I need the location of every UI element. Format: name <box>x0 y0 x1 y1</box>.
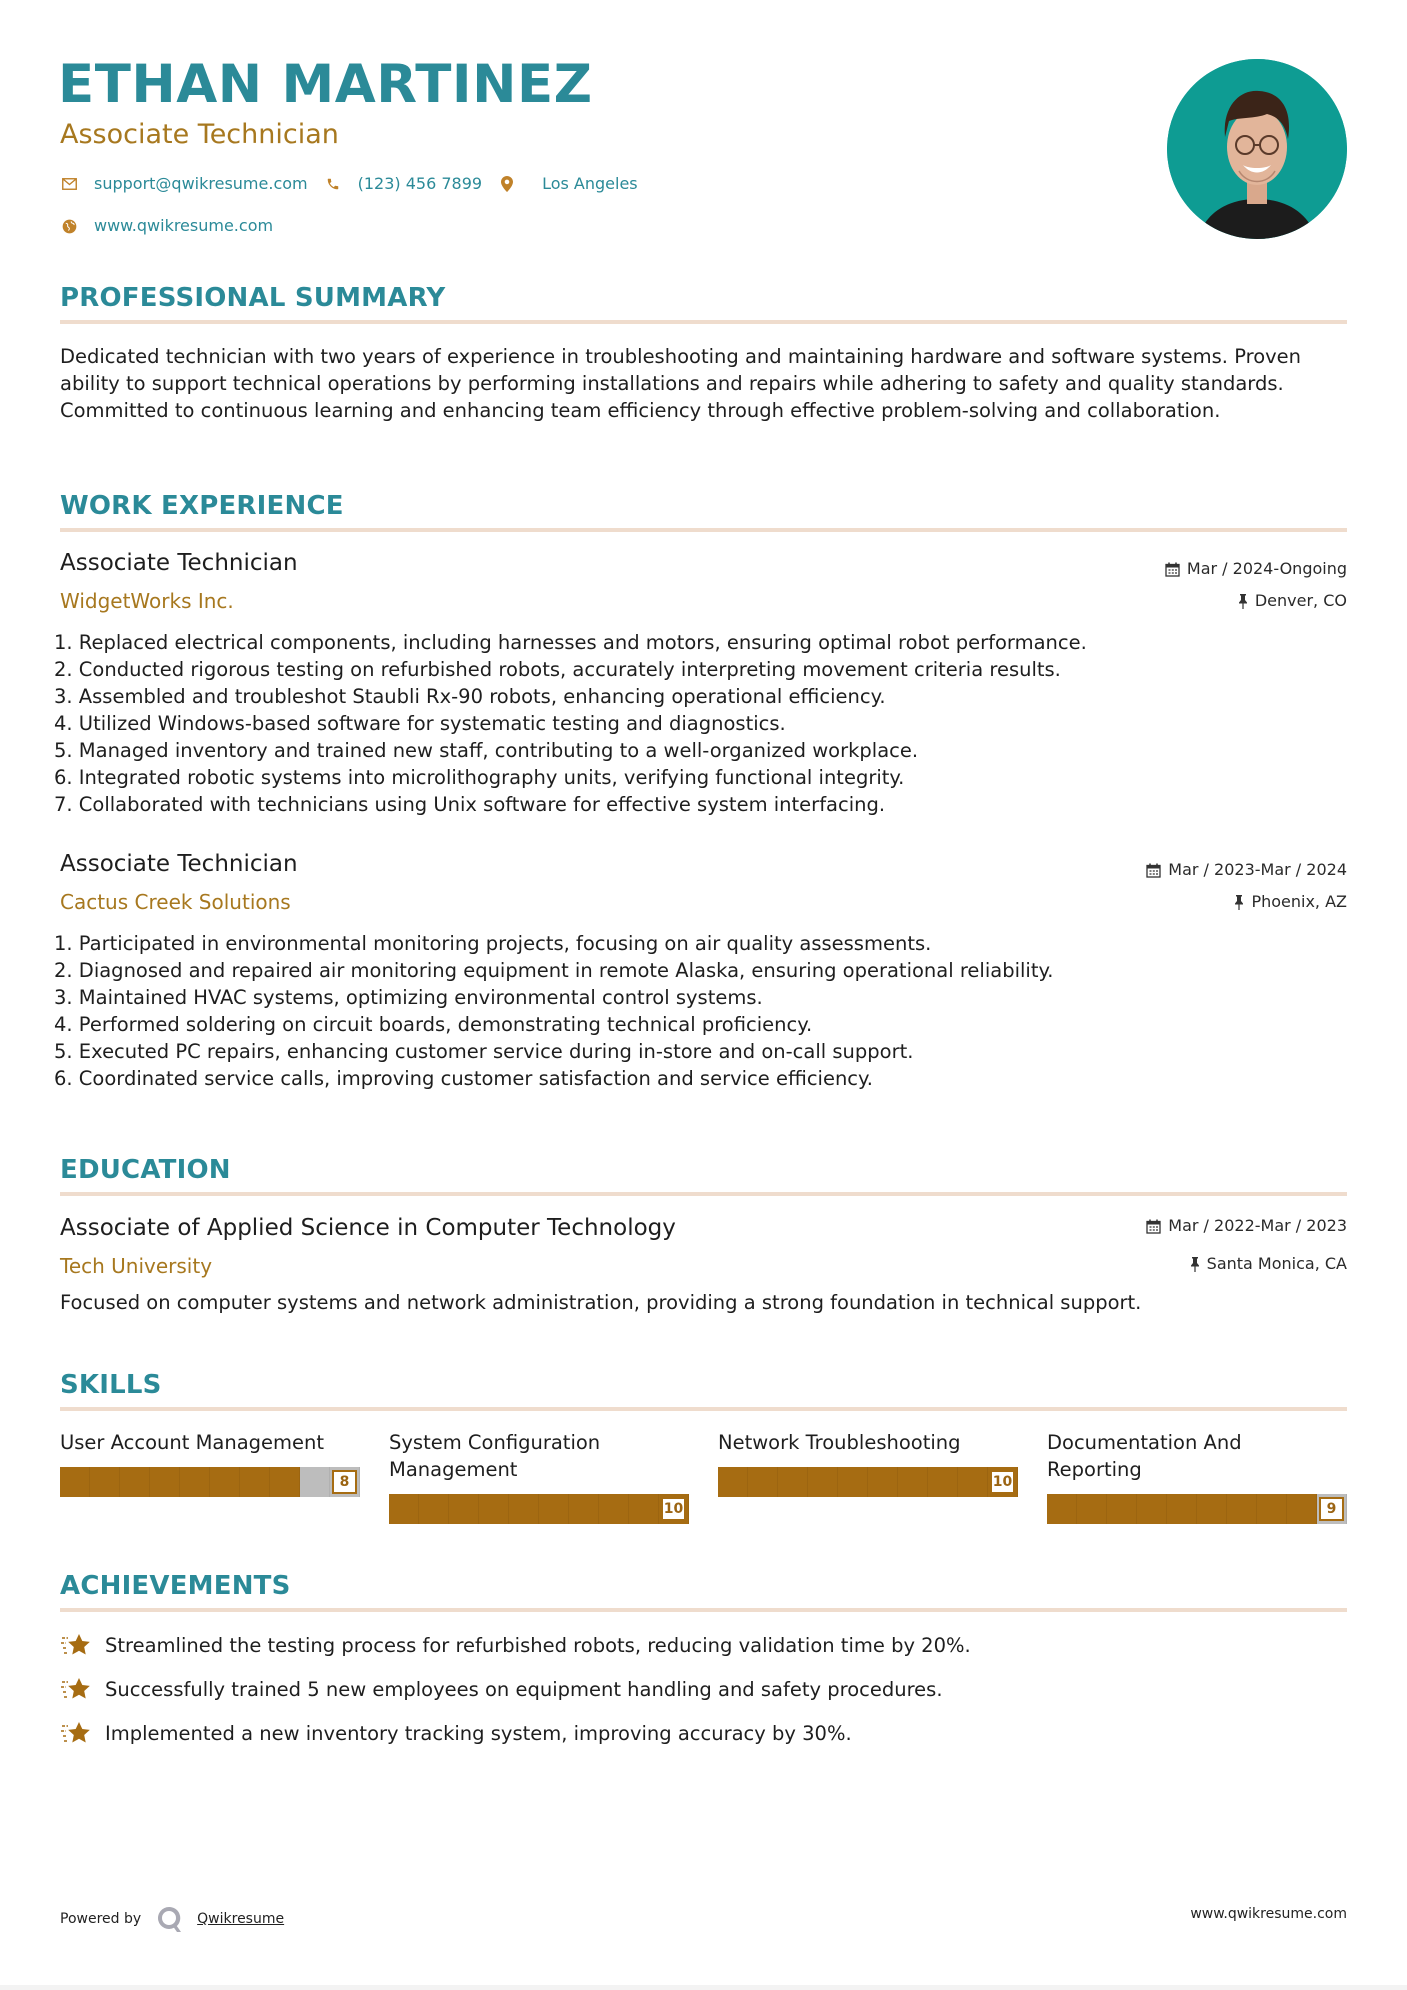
date-range: Mar / 2024-Ongoing <box>1186 559 1347 578</box>
location-text: Los Angeles <box>542 174 638 193</box>
phone-number[interactable]: (123) 456 7899 <box>357 174 483 193</box>
list-item: 5. Executed PC repairs, enhancing customer service during in-store and on-call support. <box>54 1040 914 1063</box>
job-responsibilities <box>54 629 1344 818</box>
map-pin-icon <box>498 175 516 193</box>
date-range: Mar / 2023-Mar / 2024 <box>1168 860 1347 879</box>
skill-item <box>718 1429 1018 1497</box>
footer-powered-by <box>60 1904 284 1934</box>
page-bottom-edge <box>0 1985 1407 1990</box>
skill-rating-bar <box>389 1494 689 1524</box>
section-heading-experience: WORK EXPERIENCE <box>60 491 344 521</box>
star-achievement-icon <box>60 1676 92 1704</box>
skill-rating-bar <box>718 1467 1018 1497</box>
education-location <box>1190 1256 1347 1272</box>
achievement-text: Implemented a new inventory tracking system, improving accuracy by 30%. <box>105 1722 852 1746</box>
education-description: Focused on computer systems and network administration, providing a strong foundation in technical support. <box>60 1291 1142 1314</box>
location-text: Denver, CO <box>1254 591 1347 610</box>
section-heading-education: EDUCATION <box>60 1155 231 1185</box>
calendar-icon <box>1146 1219 1161 1234</box>
footer-website[interactable]: www.qwikresume.com <box>1190 1906 1347 1922</box>
skill-item <box>60 1429 360 1497</box>
list-item: 7. Collaborated with technicians using Unix software for effective system interfacing. <box>54 793 886 816</box>
phone-icon <box>324 175 342 193</box>
job-dates <box>1165 561 1347 577</box>
pushpin-icon <box>1190 1257 1200 1272</box>
skill-label: Network Troubleshooting <box>718 1431 961 1454</box>
qwikresume-link[interactable]: Qwikresume <box>197 1911 285 1927</box>
skill-label: System Configuration Management <box>389 1431 601 1481</box>
achievement-item <box>60 1720 852 1748</box>
company-name: Cactus Creek Solutions <box>60 890 291 914</box>
powered-by-label: Powered by <box>60 1911 142 1927</box>
location-text: Santa Monica, CA <box>1206 1254 1347 1273</box>
email-link[interactable]: support@qwikresume.com <box>94 174 308 193</box>
job-responsibilities <box>54 930 1344 1092</box>
skill-item <box>1047 1429 1347 1524</box>
calendar-icon <box>1165 562 1180 577</box>
company-name: WidgetWorks Inc. <box>60 589 234 613</box>
list-item: 3. Assembled and troubleshot Staubli Rx-90 robots, enhancing operational efficiency. <box>54 685 886 708</box>
skill-label: User Account Management <box>60 1431 325 1454</box>
list-item: 6. Coordinated service calls, improving customer satisfaction and service efficiency. <box>54 1067 873 1090</box>
skill-score: 10 <box>990 1470 1015 1494</box>
star-achievement-icon <box>60 1632 92 1660</box>
date-range: Mar / 2022-Mar / 2023 <box>1168 1216 1347 1235</box>
section-heading-summary: PROFESSIONAL SUMMARY <box>60 283 446 313</box>
section-heading-achievements: ACHIEVEMENTS <box>60 1571 291 1601</box>
job-location <box>1238 593 1347 609</box>
job-location <box>1234 894 1347 910</box>
qwikresume-logo-icon <box>155 1904 183 1934</box>
section-divider <box>60 528 1347 532</box>
list-item: 6. Integrated robotic systems into microlithography units, verifying functional integrity. <box>54 766 905 789</box>
skill-label: Documentation And Reporting <box>1047 1431 1242 1481</box>
skill-rating-bar <box>1047 1494 1347 1524</box>
section-divider <box>60 1192 1347 1196</box>
section-divider <box>60 320 1347 324</box>
star-achievement-icon <box>60 1720 92 1748</box>
section-divider <box>60 1608 1347 1612</box>
candidate-name: ETHAN MARTINEZ <box>58 54 593 115</box>
calendar-icon <box>1146 863 1161 878</box>
candidate-title: Associate Technician <box>60 119 339 150</box>
summary-text: Dedicated technician with two years of experience in troubleshooting and maintaining hardware and software systems. Proven ability to support technical operations by performing installations and repairs while adhering to safety and quality standards. Committed to continuous learning and enhancing team efficiency through effective problem-solving and collaboration. <box>60 345 1302 422</box>
list-item: 4. Performed soldering on circuit boards, demonstrating technical proficiency. <box>54 1013 813 1036</box>
list-item: 1. Replaced electrical components, including harnesses and motors, ensuring optimal robot performance. <box>54 631 1087 654</box>
degree-title: Associate of Applied Science in Computer Technology <box>60 1215 676 1241</box>
list-item: 3. Maintained HVAC systems, optimizing environmental control systems. <box>54 986 763 1009</box>
location-text: Phoenix, AZ <box>1251 892 1347 911</box>
list-item: 1. Participated in environmental monitoring projects, focusing on air quality assessments. <box>54 932 932 955</box>
pushpin-icon <box>1238 594 1248 609</box>
section-divider <box>60 1407 1347 1411</box>
contact-row-1 <box>60 175 638 193</box>
skill-score: 10 <box>661 1497 686 1521</box>
job-title: Associate Technician <box>60 550 298 576</box>
section-heading-skills: SKILLS <box>60 1370 162 1400</box>
contact-row-2 <box>60 217 273 235</box>
list-item: 2. Diagnosed and repaired air monitoring equipment in remote Alaska, ensuring operational reliability. <box>54 959 1054 982</box>
school-name: Tech University <box>60 1254 213 1278</box>
achievement-text: Successfully trained 5 new employees on equipment handling and safety procedures. <box>105 1678 943 1702</box>
achievement-item <box>60 1676 943 1704</box>
envelope-icon <box>60 175 78 193</box>
achievement-item <box>60 1632 971 1660</box>
list-item: 2. Conducted rigorous testing on refurbished robots, accurately interpreting movement criteria results. <box>54 658 1061 681</box>
achievement-text: Streamlined the testing process for refurbished robots, reducing validation time by 20%. <box>105 1634 971 1658</box>
education-dates <box>1146 1218 1347 1234</box>
person-portrait-icon <box>1167 59 1347 239</box>
job-title: Associate Technician <box>60 851 298 877</box>
skill-score: 9 <box>1319 1497 1344 1521</box>
skill-rating-bar <box>60 1467 360 1497</box>
pushpin-icon <box>1234 895 1244 910</box>
profile-photo <box>1167 59 1347 239</box>
skill-item <box>389 1429 689 1524</box>
list-item: 5. Managed inventory and trained new staff, contributing to a well-organized workplace. <box>54 739 919 762</box>
globe-icon <box>60 217 78 235</box>
website-link[interactable]: www.qwikresume.com <box>94 216 274 235</box>
job-dates <box>1146 862 1347 878</box>
skill-score: 8 <box>332 1470 357 1494</box>
list-item: 4. Utilized Windows-based software for systematic testing and diagnostics. <box>54 712 786 735</box>
